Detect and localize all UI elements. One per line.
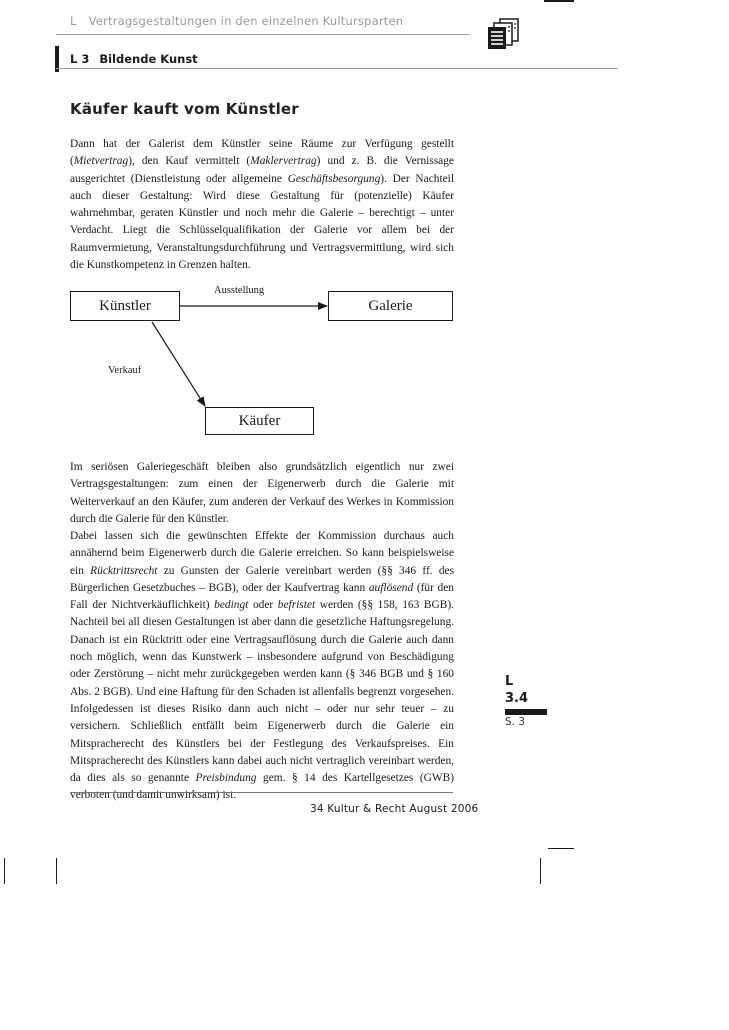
text-run: ) und z. B. die Vernissage ausgerichtet (Dienstleistung oder allgemeine: [70, 155, 454, 185]
emphasis-term: bedingt: [214, 599, 249, 612]
crop-mark-bottom-right-horizontal: [548, 848, 574, 849]
text-run: Dann hat der Galerist dem Künstler seine Räume zur Verfügung gestellt (: [70, 138, 454, 168]
paragraph-3: [70, 528, 454, 805]
footer-rule: [70, 792, 453, 793]
crop-mark-bottom-left-outer: [4, 858, 5, 884]
header-rule-top: [56, 34, 470, 35]
diagram-box-buyer: Käufer: [205, 407, 314, 435]
text-run: oder: [248, 599, 278, 612]
text-run: ). Der Nachteil auch dieser Gestaltung: Wird diese Gestaltung für (potenzielle) Käufer wahrnehmbar, geraten Künstler und noch mehr die Galerie – berechtigt – unter Verdacht. Liegt die Schlüsselqualifikation der Galerie vor allem bei der Raumvermietung, Veranstaltungsdurchführung und Vertragsvermittlung, wird sich die Kunstkompetenz in Grenzen halten.: [70, 172, 454, 272]
text-run: gem. § 14 des Kartellgesetzes (GWB) verboten (und damit unwirksam) ist.: [70, 772, 454, 802]
text-run: Dabei lassen sich die gewünschten Effekte der Kommission durchaus auch annähernd beim Eigenerwerb durch die Galerie erreichen. So kann beispielsweise ein: [70, 530, 454, 577]
running-subheader: [70, 52, 198, 66]
text-run: ), den Kauf vermittelt (: [128, 155, 251, 168]
emphasis-term: Rücktrittsrecht: [90, 564, 158, 577]
chapter-tab-number: 3.4: [505, 691, 529, 706]
arrow-sale: [152, 322, 205, 406]
crop-mark-bottom-right: [540, 858, 541, 884]
header-rule-bottom: [56, 68, 618, 69]
chapter-tab-letter: L: [505, 674, 514, 689]
text-run: Im seriösen Galeriegeschäft bleiben also grundsätzlich eigentlich nur zwei Vertragsgestaltungen: zum einen der Eigenerwerb durch die Galerie mit Weiterverkauf an den Käufer, zum anderen der Verkauf des Werkes in Kommission durch die Galerie für den Künstler.: [70, 461, 454, 525]
crop-mark-bottom-left-inner: [56, 858, 57, 884]
text-run: zu Gunsten der Galerie vereinbart werden (§§ 346 ff. des Bürgerlichen Gesetzbuches – BGB), oder der Kaufvertrag kann: [70, 564, 455, 594]
running-header: [70, 14, 403, 28]
chapter-tab: [505, 674, 547, 730]
emphasis-term: Preisbindung: [195, 772, 257, 785]
emphasis-term: Geschäftsbesorgung: [287, 172, 381, 185]
subheader-number: L 3: [70, 52, 90, 66]
diagram-box-artist: Künstler: [70, 291, 180, 321]
paragraph-1: [70, 136, 454, 274]
emphasis-term: befristet: [277, 599, 316, 612]
section-heading: Käufer kauft vom Künstler: [70, 100, 299, 118]
header-section-letter: L: [70, 14, 77, 28]
diagram-label-exhibition: Ausstellung: [214, 285, 265, 296]
document-stack-icon: [486, 18, 522, 50]
paragraph-2: [70, 459, 454, 528]
header-section-title: Vertragsgestaltungen in den einzelnen Kultursparten: [88, 14, 404, 28]
text-run: werden (§§ 158, 163 BGB). Nachteil bei all diesen Gestaltungen ist aber dann die gesetzliche Haftungsregelung. Danach ist ein Rücktritt oder eine Vertragsauflösung durch die Galerie auch dann noch möglich, wenn das Kunstwerk – insbesondere aufgrund von Beschädigung oder Zerstörung – nicht mehr zurückgegeben werden kann (§ 346 BGB und § 160 Abs. 2 BGB). Und eine Haftung für den Schaden ist allenfalls begrenzt vorgesehen. Infolgedessen ist dieses Risiko dann auch nicht – oder nur sehr teuer – zu versichern. Schließlich entfällt beim Eigenerwerb durch die Galerie ein Mitspracherecht des Künstlers bei der Festlegung des Verkaufspreises. Ein Mitspracherecht des Künstlers kann dabei auch nicht vertraglich vereinbart werden, da dies als so genannte: [70, 599, 454, 785]
diagram-label-sale: Verkauf: [108, 365, 142, 376]
chapter-tab-page: S. 3: [505, 716, 526, 728]
diagram-box-gallery: Galerie: [328, 291, 453, 321]
emphasis-term: auflösend: [368, 581, 414, 594]
emphasis-term: Maklervertrag: [250, 155, 317, 168]
footer-text: 34 Kultur & Recht August 2006: [310, 803, 479, 815]
emphasis-term: Mietvertrag: [73, 155, 129, 168]
text-run: (für den Fall der Nichtverkäuflichkeit): [70, 581, 454, 612]
crop-mark-top-right: [544, 0, 574, 2]
subheader-title: Bildende Kunst: [99, 52, 198, 66]
